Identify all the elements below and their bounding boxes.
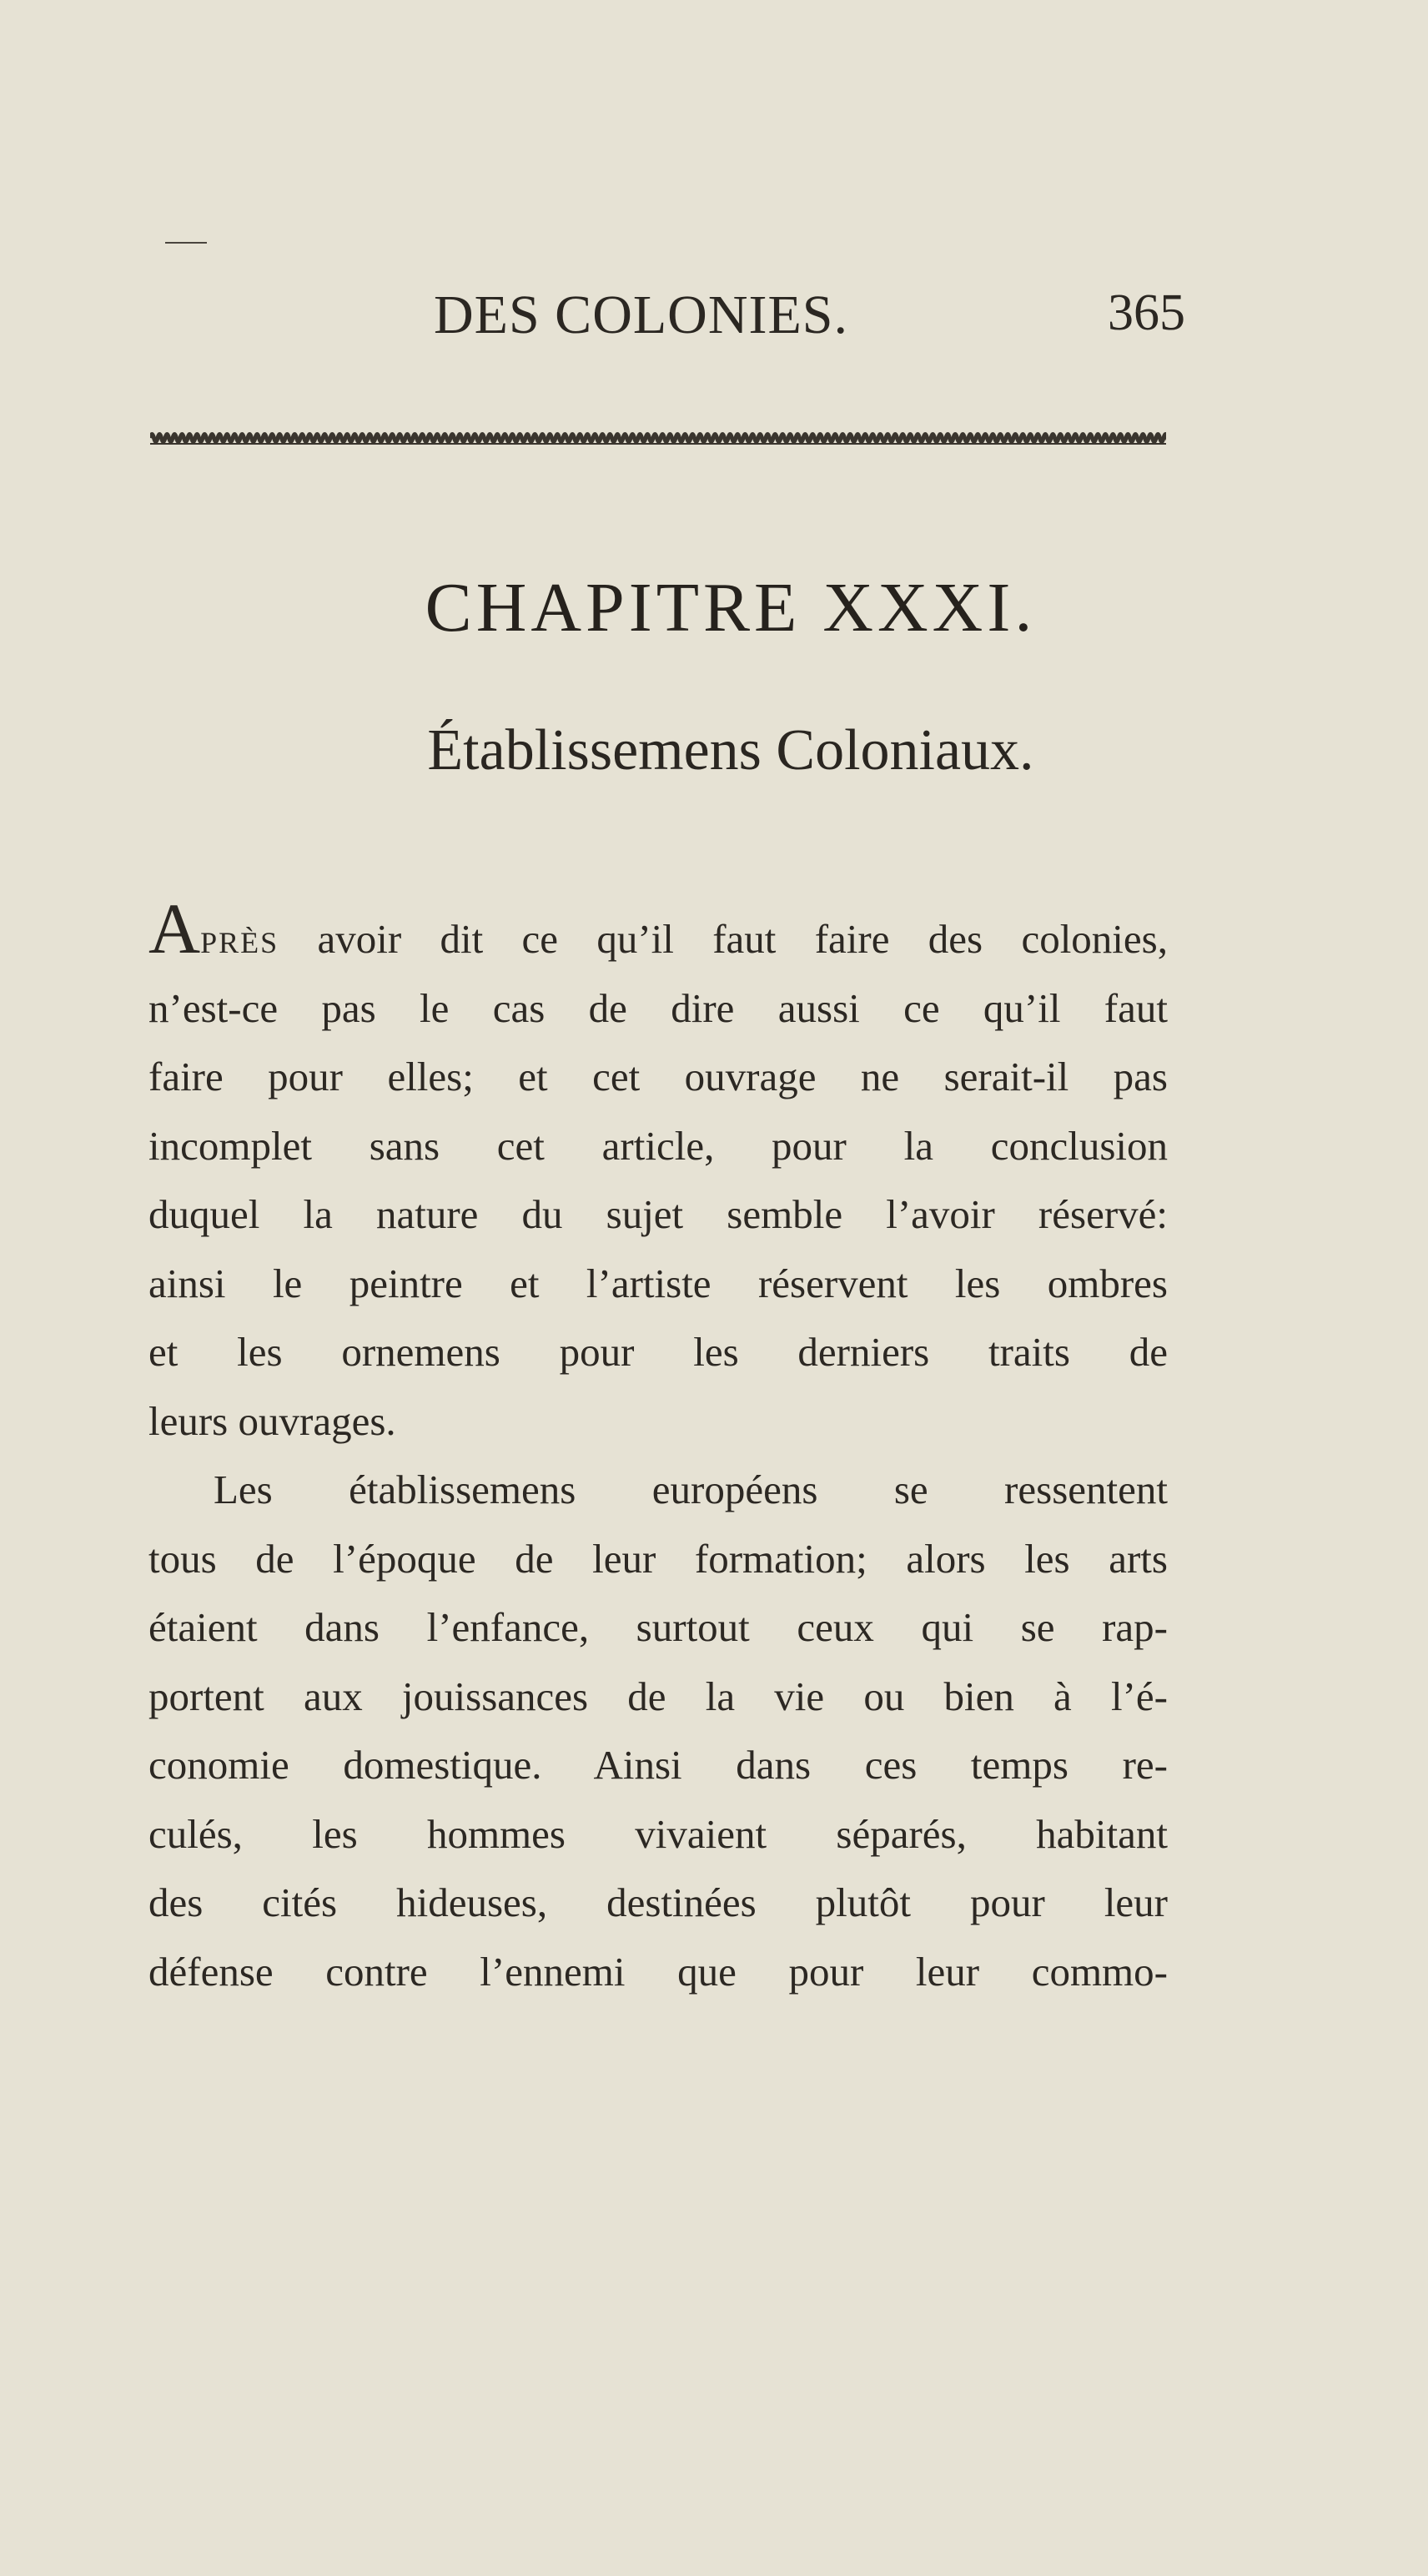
text-line: et les ornemens pour les derniers traits de	[148, 1329, 1168, 1375]
text-line: des cités hideuses, destinées plutôt pour leur	[148, 1879, 1168, 1925]
text-line: défense contre l’ennemi que pour leur commo-	[148, 1948, 1168, 1995]
text-line	[148, 905, 1168, 974]
header-rule-mark	[165, 242, 207, 244]
text-line: étaient dans l’enfance, surtout ceux qui se rap-	[148, 1604, 1168, 1650]
page-number: 365	[1108, 284, 1185, 341]
text-line: leurs ouvrages.	[148, 1397, 396, 1444]
text-line: faire pour elles; et cet ouvrage ne serait-il pas	[148, 1054, 1168, 1099]
chapter-heading: CHAPITRE XXXI.	[425, 569, 1037, 647]
line-text: avoir dit ce qu’il faut faire des colonies,	[279, 916, 1168, 962]
text-line: culés, les hommes vivaient séparés, habitant	[148, 1810, 1168, 1857]
small-caps-word: PRÈS	[200, 926, 279, 959]
text-line: portent aux jouissances de la vie ou bien à l’é-	[148, 1673, 1168, 1719]
drop-cap: A	[148, 905, 201, 969]
body-text	[148, 905, 1168, 2006]
chapter-subtitle: Établissemens Coloniaux.	[427, 718, 1034, 782]
text-line: Les établissemens européens se ressentent	[214, 1467, 1168, 1512]
text-line: duquel la nature du sujet semble l’avoir réservé:	[148, 1191, 1168, 1237]
wavy-ornament-rule	[150, 429, 1166, 447]
text-line: n’est-ce pas le cas de dire aussi ce qu’il faut	[148, 984, 1168, 1031]
text-line: ainsi le peintre et l’artiste réservent les ombres	[148, 1260, 1168, 1306]
running-title: DES COLONIES.	[434, 284, 849, 345]
text-line: conomie domestique. Ainsi dans ces temps re-	[148, 1742, 1168, 1788]
text-line: tous de l’époque de leur formation; alors les arts	[148, 1535, 1168, 1582]
text-line: incomplet sans cet article, pour la conclusion	[148, 1122, 1168, 1169]
